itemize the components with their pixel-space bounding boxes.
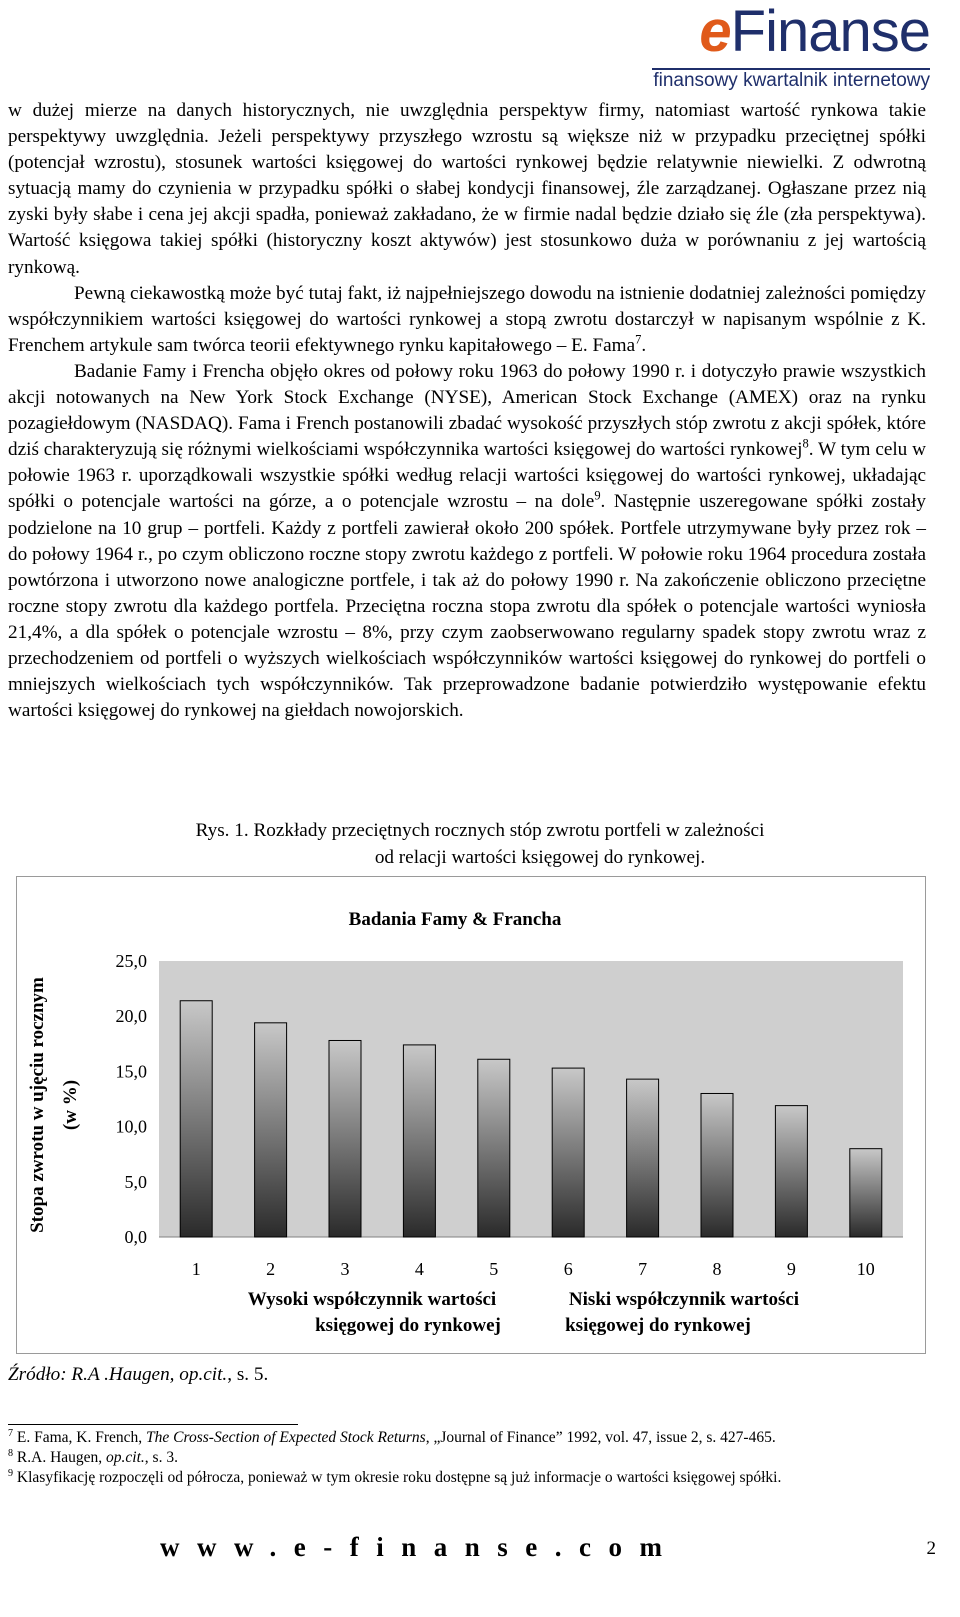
y-tick-label: 10,0 — [115, 1116, 147, 1137]
page-number: 2 — [926, 1538, 936, 1559]
footnote-9: $^9$ Klasyfikację rozpoczęli od półrocza, ponieważ w tym okresie roku dostępne są już informacje o wartości księgowej spółki. — [8, 1467, 782, 1486]
bar-portfolio-7 — [627, 1079, 659, 1237]
y-axis-label-line-2: (w %) — [60, 1079, 81, 1131]
paragraph-3: Badanie Famy i Frencha objęło okres od połowy roku 1963 do połowy 1990 r. i dotyczyło prawie wszystkich akcji notowanych na New York Stock Exchange (NYSE), American Stock Exchange (AMEX) oraz na rynku pozagiełdowym (NASDAQ). Fama i French postanowili zbadać wysokość przyszłych stóp zwrotu z akcji spółek, które dziś charakteryzują się różnymi wielkościami współczynnika wartości księgowej do wartości rynkowej$^8$. W tym celu w połowie 1963 r. uporządkowali wszystkie spółki według relacji wartości księgowej do wartości rynkowej, układając spółki o potencjale wartości na górze, a o potencjale wzrostu – na dole$^9$. Następnie uszeregowane spółki zostały podzielone na 10 grup – portfeli. Każdy z portfeli zawierał około 200 spółek. Portfele utrzymywane były przez rok – do połowy 1964 r., po czym obliczono roczne stopy zwrotu każdego z portfeli. W połowie roku 1964 procedura została powtórzona i utworzono nowe analogiczne portfele, i tak aż do połowy 1990 r. Na zakończenie obliczono przeciętne roczne stopy zwrotu dla każdego portfela. Przeciętna roczna stopa zwrotu dla spółek o potencjale wartości wyniosła 21,4%, a dla spółek o potencjale wzrostu – 8%, przy czym zaobserwowano regularny spadek stopy zwrotu wraz z przechodzeniem od portfeli o wyższych wielkościach współczynników wartości księgowej do rynkowej do portfeli o mniejszych wielkościach tych współczynników. Tak przeprowadzone badanie potwierdziło występowanie efektu wartości księgowej do rynkowej na giełdach nowojorskich. — [8, 360, 926, 722]
figure-source: Źródło: R.A .Haugen, op.cit., s. 5. — [8, 1364, 269, 1385]
figure-caption-line-2: od relacji wartości księgowej do rynkowej. — [374, 847, 706, 868]
y-tick-label: 25,0 — [115, 951, 147, 971]
bar-portfolio-2 — [255, 1023, 287, 1237]
footnote-ref-7: 7 — [635, 332, 642, 347]
x-tick-label: 1 — [191, 1259, 201, 1279]
x-tick-label: 10 — [856, 1259, 875, 1279]
logo-tagline: finansowy kwartalnik internetowy — [653, 70, 930, 91]
chart-frame — [16, 876, 926, 1354]
bar-portfolio-1 — [180, 1001, 212, 1237]
bar-portfolio-3 — [329, 1040, 361, 1237]
paragraph-2: Pewną ciekawostką może być tutaj fakt, iż najpełniejszego dowodu na istnienie dodatniej zależności pomiędzy współczynnikiem wartości księgowej do wartości rynkowej a stopą zwrotu dostarczył w napisanym wspólnie z K. Frenchem artykule sam twórca teorii efektywnego rynku kapitałowego – E. Fama$^7$. — [8, 282, 926, 356]
x-tick-label: 8 — [712, 1259, 722, 1279]
y-tick-label: 0,0 — [124, 1227, 147, 1247]
y-tick-label: 15,0 — [115, 1061, 147, 1082]
footnotes — [8, 1428, 948, 1488]
logo-wordmark: eFinanse — [699, 0, 930, 64]
bar-portfolio-9 — [775, 1106, 807, 1237]
footnote-separator — [8, 1424, 298, 1425]
bar-portfolio-5 — [478, 1059, 510, 1237]
note-low-line-2: księgowej do rynkowej — [565, 1315, 751, 1336]
x-tick-label: 3 — [340, 1259, 350, 1279]
bar-portfolio-8 — [701, 1093, 733, 1237]
x-tick-label: 9 — [786, 1259, 796, 1279]
figure-caption-line-1: Rys. 1. Rozkłady przeciętnych rocznych stóp zwrotu portfeli w zależności — [195, 820, 765, 841]
note-low-line-1: Niski współczynnik wartości — [568, 1289, 800, 1310]
note-high-line-1: Wysoki współczynnik wartości — [247, 1289, 497, 1310]
paragraph-1: w dużej mierze na danych historycznych, nie uwzględnia perspektyw firmy, natomiast wartość rynkowa takie perspektywy uwzględnia. Jeżeli perspektywy przyszłego wzrostu są większe niż w przypadku przeciętnej spółki (potencjał wzrostu), stosunek wartości księgowej do wartości rynkowej będzie relatywnie niewielki. Z odwrotną sytuacją mamy do czynienia w przypadku spółki o słabej kondycji finansowej, źle zarządzanej. Ogłaszane przez nią zyski były słabe i cena jej akcji spadła, ponieważ zakładano, że w firmie nadal będzie działo się źle (zła perspektywa). Wartość księgowa takiej spółki (historyczny koszt aktywów) jest stosunkowo duża w porównaniu z jej wartością rynkową. — [8, 100, 926, 278]
x-tick-label: 4 — [414, 1259, 424, 1279]
bar-portfolio-6 — [552, 1068, 584, 1237]
efinanse-logo — [638, 2, 938, 98]
bar-chart — [17, 877, 925, 1353]
chart-title: Badania Famy & Francha — [348, 909, 562, 930]
x-tick-label: 6 — [563, 1259, 573, 1279]
bar-portfolio-4 — [403, 1045, 435, 1237]
article-body — [8, 98, 926, 724]
x-tick-label: 7 — [638, 1259, 648, 1279]
x-tick-label: 5 — [489, 1259, 499, 1279]
y-tick-label: 20,0 — [115, 1006, 147, 1027]
footnote-8: $^8$ R.A. Haugen, op.cit., s. 3. — [8, 1447, 178, 1466]
footer-site-url: www.e-finanse.com — [160, 1532, 680, 1562]
footnote-ref-8: 8 — [802, 436, 809, 451]
footnote-7: $^7$ E. Fama, K. French, The Cross-Section of Expected Stock Returns, „Journal of Finance” 1992, vol. 47, issue 2, s. 427-465. — [8, 1427, 776, 1446]
note-high-line-2: księgowej do rynkowej — [315, 1315, 501, 1336]
x-tick-label: 2 — [266, 1259, 276, 1279]
y-tick-label: 5,0 — [124, 1171, 147, 1192]
bar-portfolio-10 — [850, 1149, 882, 1237]
footnote-ref-9: 9 — [594, 489, 601, 504]
y-axis-label-line-1: Stopa zwrotu w ujęciu rocznym — [27, 977, 48, 1233]
